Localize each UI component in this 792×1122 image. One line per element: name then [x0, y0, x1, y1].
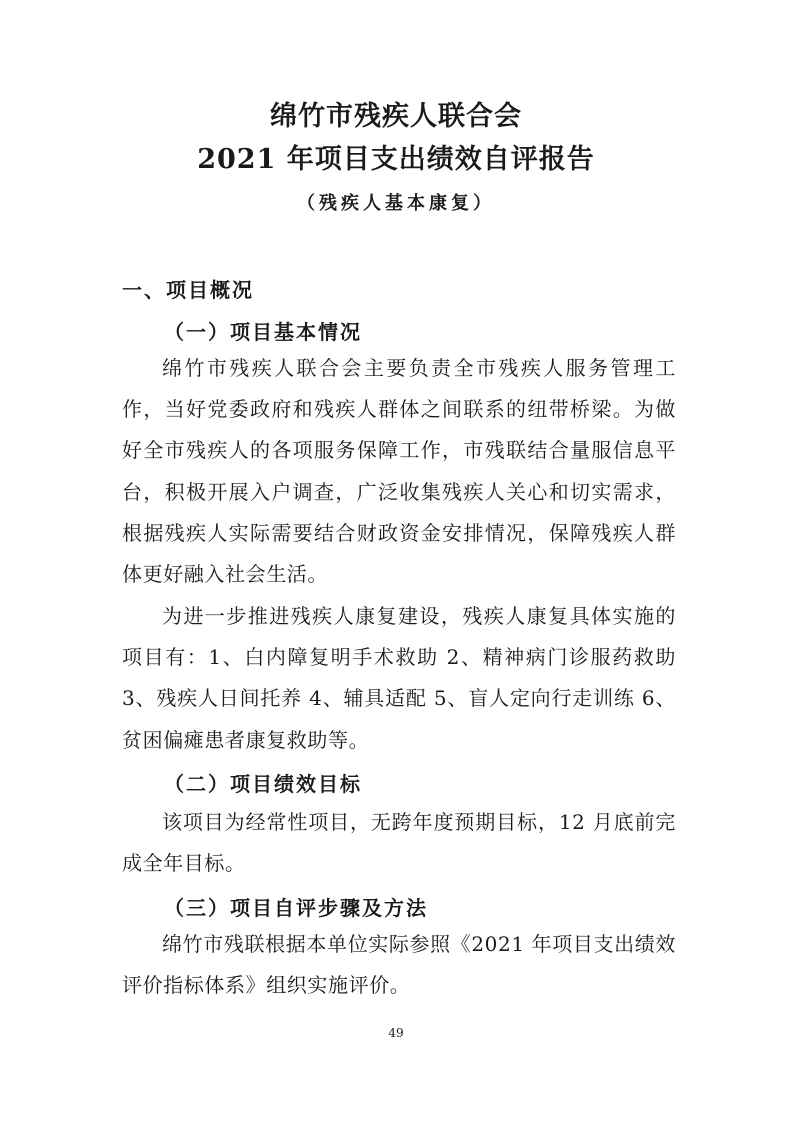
- section-heading-project-overview: 一、项目概况: [122, 278, 254, 302]
- subsection-heading-performance-goal: （二）项目绩效目标: [164, 772, 362, 796]
- document-title-line1: 绵竹市残疾人联合会: [270, 101, 522, 132]
- paragraph-performance-goal: 该项目为经常性项目，无跨年度预期目标，12 月底前完成全年目标。: [122, 810, 676, 876]
- paragraph-evaluation-method: 绵竹市残联根据本单位实际参照《2021 年项目支出绩效评价指标体系》组织实施评价。: [122, 932, 676, 998]
- document-title-line2: 2021 年项目支出绩效自评报告: [197, 144, 595, 175]
- subsection-heading-evaluation-method: （三）项目自评步骤及方法: [164, 896, 428, 920]
- subsection-heading-basic-info: （一）项目基本情况: [164, 320, 362, 344]
- paragraph-rehab-projects: 为进一步推进残疾人康复建设，残疾人康复具体实施的项目有：1、白内障复明手术救助 2、精神病门诊服药救助 3、残疾人日间托养 4、辅具适配 5、盲人定向行走训练 6、贫困偏瘫患者康复救助等。: [122, 604, 676, 752]
- document-subtitle: （残疾人基本康复）: [297, 193, 495, 214]
- paragraph-basic-info: 绵竹市残疾人联合会主要负责全市残疾人服务管理工作，当好党委政府和残疾人群体之间联系的纽带桥梁。为做好全市残疾人的各项服务保障工作，市残联结合量服信息平台，积极开展入户调查，广泛收集残疾人关心和切实需求，根据残疾人实际需要结合财政资金安排情况，保障残疾人群体更好融入社会生活。: [122, 356, 676, 587]
- page-number: 49: [388, 1026, 404, 1040]
